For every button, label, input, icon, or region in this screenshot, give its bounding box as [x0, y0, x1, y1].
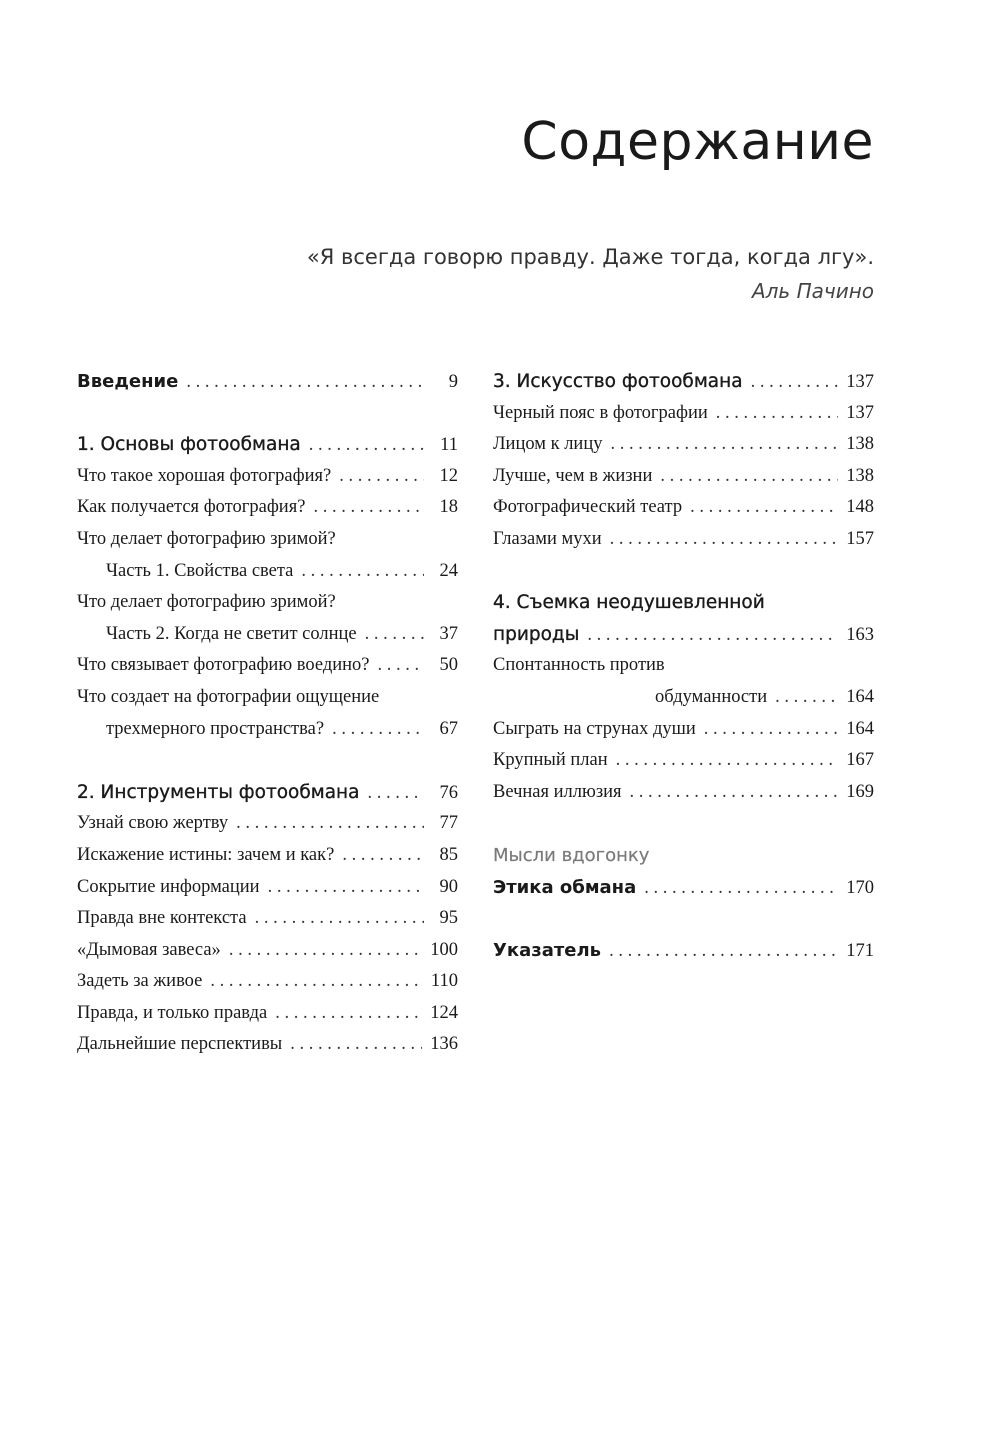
toc-entry[interactable] — [493, 524, 874, 556]
dot-leader — [290, 1029, 422, 1061]
dot-leader — [313, 492, 424, 524]
dot-leader — [339, 461, 424, 493]
dot-leader — [309, 430, 424, 462]
dot-leader — [716, 398, 838, 430]
dot-leader — [342, 840, 424, 872]
afterthoughts-heading — [493, 840, 874, 872]
toc-right-column — [493, 366, 874, 966]
toc-entry[interactable] — [77, 714, 458, 746]
toc-entry-page: 171 — [846, 940, 874, 961]
toc-entry-label: Правда вне контекста — [77, 908, 247, 929]
toc-entry-label: Фотографический театр — [493, 497, 683, 518]
toc-entry-page: 9 — [448, 372, 458, 392]
toc-entry-label: Сокрытие информации — [77, 876, 260, 897]
toc-entry-label: Этика обмана — [493, 876, 637, 898]
toc-entry-page: 24 — [439, 560, 458, 581]
dot-leader — [332, 714, 424, 746]
chapter-page: 11 — [440, 435, 458, 456]
toc-entry-label: Что делает фотографию зримой? — [77, 528, 336, 549]
toc-entry-page: 110 — [430, 971, 458, 992]
toc-entry-label: «Дымовая завеса» — [77, 939, 221, 960]
dot-leader — [660, 461, 838, 493]
chapter-title: 2. Инструменты фотообмана — [77, 781, 360, 803]
toc-entry[interactable] — [77, 492, 458, 524]
toc-chapter-1[interactable] — [77, 429, 458, 461]
toc-entry-page: 169 — [846, 781, 874, 802]
toc-entry-label: Указатель — [493, 939, 602, 961]
toc-entry-label: Задеть за живое — [77, 971, 203, 992]
toc-entry-line[interactable] — [493, 650, 874, 682]
toc-entry[interactable] — [77, 998, 458, 1030]
toc-entry-page: 136 — [430, 1034, 458, 1055]
toc-entry-page: 50 — [439, 655, 458, 676]
toc-entry-label: Правда, и только правда — [77, 1002, 268, 1023]
toc-entry-page: 157 — [846, 528, 874, 549]
toc-entry-page: 12 — [439, 465, 458, 486]
toc-entry[interactable] — [493, 461, 874, 493]
toc-entry-ethics[interactable] — [493, 872, 874, 904]
toc-entry[interactable] — [77, 840, 458, 872]
dot-leader — [275, 998, 422, 1030]
toc-entry-intro[interactable] — [77, 366, 458, 398]
dot-leader — [210, 966, 423, 998]
toc-entry-label: Что связывает фотографию воедино? — [77, 655, 370, 676]
toc-entry[interactable] — [493, 714, 874, 746]
toc-entry[interactable] — [77, 650, 458, 682]
toc-entry-line[interactable] — [77, 682, 458, 714]
toc-entry-label: Вечная иллюзия — [493, 781, 622, 802]
chapter-title-cont: природы — [493, 623, 580, 645]
toc-entry-label: Введение — [77, 371, 179, 392]
dot-leader — [616, 745, 839, 777]
toc-entry[interactable] — [77, 461, 458, 493]
dot-leader — [365, 619, 424, 651]
toc-entry[interactable] — [493, 398, 874, 430]
toc-entry[interactable] — [77, 903, 458, 935]
toc-entry-label: Сыграть на струнах души — [493, 718, 696, 739]
dot-leader — [610, 429, 838, 461]
toc-entry-page: 90 — [439, 876, 458, 897]
toc-entry-label: Глазами мухи — [493, 528, 602, 549]
toc-entry-page: 164 — [846, 718, 874, 739]
toc-entry[interactable] — [493, 429, 874, 461]
toc-entry[interactable] — [493, 745, 874, 777]
toc-chapter-3[interactable] — [493, 366, 874, 398]
dot-leader — [301, 556, 424, 588]
toc-entry-label: обдуманности — [655, 686, 768, 707]
toc-entry-label: Часть 2. Когда не светит солнце — [106, 623, 357, 644]
toc-entry-label: Искажение истины: зачем и как? — [77, 844, 335, 865]
toc-entry[interactable] — [77, 1029, 458, 1061]
toc-entry-page: 85 — [439, 844, 458, 865]
toc-entry-page: 137 — [846, 402, 874, 423]
toc-entry[interactable] — [77, 619, 458, 651]
toc-entry[interactable] — [77, 808, 458, 840]
toc-entry-page: 77 — [439, 813, 458, 834]
toc-entry[interactable] — [77, 556, 458, 588]
epigraph — [307, 240, 874, 308]
dot-leader — [609, 936, 838, 968]
toc-entry-label: Спонтанность против — [493, 655, 665, 676]
dot-leader — [186, 367, 424, 399]
dot-leader — [587, 620, 838, 652]
chapter-title: 1. Основы фотообмана — [77, 434, 301, 456]
toc-entry-page: 95 — [439, 908, 458, 929]
dot-leader — [690, 492, 838, 524]
dot-leader — [378, 650, 424, 682]
toc-chapter-4-line1[interactable] — [493, 587, 874, 619]
dot-leader — [751, 367, 839, 399]
section-heading: Мысли вдогонку — [493, 844, 650, 866]
toc-entry-index[interactable] — [493, 935, 874, 967]
toc-entry-page: 67 — [439, 718, 458, 739]
toc-entry-label: Часть 1. Свойства света — [106, 560, 294, 581]
toc-left-column — [77, 366, 458, 1061]
toc-entry-page: 164 — [846, 686, 874, 707]
toc-entry[interactable] — [77, 935, 458, 967]
toc-entry-label: Дальнейшие перспективы — [77, 1034, 283, 1055]
toc-entry-page: 100 — [430, 939, 458, 960]
toc-entry-label: Что создает на фотографии ощущение — [77, 686, 380, 707]
toc-entry-label: Узнай свою жертву — [77, 813, 229, 834]
toc-entry-page: 170 — [846, 877, 874, 898]
toc-entry-page: 138 — [846, 434, 874, 455]
toc-entry-label: Крупный план — [493, 750, 608, 771]
dot-leader — [368, 778, 425, 810]
toc-chapter-2[interactable] — [77, 777, 458, 809]
toc-entry-label: Как получается фотография? — [77, 497, 306, 518]
dot-leader — [610, 524, 839, 556]
toc-entry[interactable] — [493, 682, 874, 714]
epigraph-quote: «Я всегда говорю правду. Даже тогда, когда лгу». — [306, 245, 874, 269]
toc-entry[interactable] — [493, 492, 874, 524]
toc-entry[interactable] — [77, 966, 458, 998]
dot-leader — [704, 714, 838, 746]
toc-entry-page: 124 — [430, 1002, 458, 1023]
toc-entry-label: Что делает фотографию зримой? — [77, 592, 336, 613]
toc-entry-page: 148 — [846, 497, 874, 518]
dot-leader — [255, 903, 424, 935]
toc-entry-page: 138 — [846, 465, 874, 486]
chapter-title: 3. Искусство фотообмана — [493, 371, 743, 392]
dot-leader — [630, 777, 839, 809]
toc-entry-label: Лучше, чем в жизни — [493, 465, 653, 486]
chapter-title: 4. Съемка неодушевленной — [493, 592, 765, 614]
dot-leader — [644, 873, 838, 905]
toc-entry-label: трехмерного пространства? — [106, 718, 325, 739]
toc-entry-page: 18 — [439, 497, 458, 518]
page-title: Содержание — [521, 112, 874, 172]
chapter-page: 163 — [846, 624, 874, 645]
dot-leader — [236, 808, 424, 840]
toc-chapter-4[interactable] — [493, 619, 874, 651]
toc-entry[interactable] — [77, 872, 458, 904]
toc-entry-line[interactable] — [77, 524, 458, 556]
dot-leader — [229, 935, 422, 967]
toc-entry-line[interactable] — [77, 587, 458, 619]
toc-entry-page: 37 — [439, 623, 458, 644]
chapter-page: 76 — [439, 782, 458, 803]
toc-entry-page: 167 — [846, 750, 874, 771]
dot-leader — [775, 682, 838, 714]
toc-entry-label: Лицом к лицу — [493, 434, 603, 455]
chapter-page: 137 — [846, 372, 874, 392]
toc-entry-label: Черный пояс в фотографии — [493, 402, 708, 423]
toc-entry-label: Что такое хорошая фотография? — [77, 465, 332, 486]
toc-entry[interactable] — [493, 777, 874, 809]
epigraph-author: Аль Пачино — [751, 279, 874, 303]
dot-leader — [268, 872, 424, 904]
